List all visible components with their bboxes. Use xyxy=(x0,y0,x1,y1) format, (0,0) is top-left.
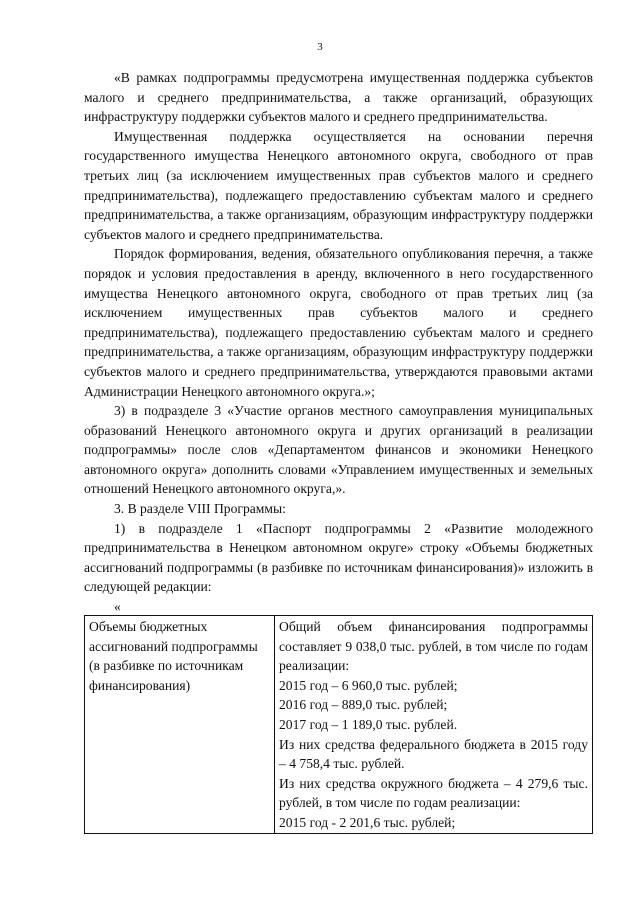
opening-quote-mark: « xyxy=(114,599,121,615)
page-number: 3 xyxy=(317,41,323,53)
table-value-line: Из них средства окружного бюджета – 4 279,6 тыс. рублей, в том числе по годам реализации: xyxy=(279,775,588,811)
paragraph: 3. В разделе VIII Программы: xyxy=(114,501,286,517)
table-value-line: Общий объем финансирования подпрограммы составляет 9 038,0 тыс. рублей, в том числе по годам реализации: xyxy=(279,619,588,674)
table-value-line: Из них средства федерального бюджета в 2015 году – 4 758,4 тыс. рублей. xyxy=(279,736,588,772)
table-value-cell xyxy=(275,616,593,834)
paragraph: Порядок формирования, ведения, обязательного опубликования перечня, а также порядок и условия предоставления в аренду, включенного в него государственного имущества Ненецкого автономного округа, свободного от прав третьих лиц (за исключением имущественных прав субъектов малого и среднего предпринимательства), подлежащего предоставлению субъектам малого и среднего предпринимательства, а также организациям, образующим инфраструктуру поддержки субъектов малого и среднего предпринимательства, утверждаются правовыми актами Администрации Ненецкого автономного округа.»; xyxy=(84,246,593,399)
table-label-cell: Объемы бюджетных ассигнований подпрограммы (в разбивке по источникам финансирования) xyxy=(85,616,275,834)
document-body xyxy=(84,68,593,834)
table-value-line: 2015 год - 2 201,6 тыс. рублей; xyxy=(279,814,456,830)
paragraph: Имущественная поддержка осуществляется на основании перечня государственного имущества Ненецкого автономного округа, свободного от прав третьих лиц (за исключением имущественных прав субъектов малого и среднего предпринимательства), подлежащего предоставлению субъектам малого и среднего предпринимательства, а также организациям, образующим инфраструктуру поддержки субъектов малого и среднего предпринимательства. xyxy=(84,128,593,242)
financing-table xyxy=(84,615,593,834)
paragraph: 3) в подразделе 3 «Участие органов местного самоуправления муниципальных образований Ненецкого автономного округа и других организаций в реализации подпрограммы» после слов «Департаментом финансов и экономики Ненецкого автономного округа» дополнить словами «Управлением имущественных и земельных отношений Ненецкого автономного округа,». xyxy=(84,403,593,497)
paragraph: 1) в подразделе 1 «Паспорт подпрограммы 2 «Развитие молодежного предпринимательства в Ненецком автономном округе» строку «Объемы бюджетных ассигнований подпрограммы (в разбивке по источникам финансирования)» изложить в следующей редакции: xyxy=(84,520,593,595)
table-row xyxy=(85,616,593,834)
paragraph: «В рамках подпрограммы предусмотрена имущественная поддержка субъектов малого и среднего предпринимательства, а также организаций, образующих инфраструктуру поддержки субъектов малого и среднего предпринимательства. xyxy=(84,70,593,125)
table-value-line: 2015 год – 6 960,0 тыс. рублей; xyxy=(279,677,458,693)
table-value-line: 2016 год – 889,0 тыс. рублей; xyxy=(279,697,448,713)
table-value-line: 2017 год – 1 189,0 тыс. рублей. xyxy=(279,717,458,732)
